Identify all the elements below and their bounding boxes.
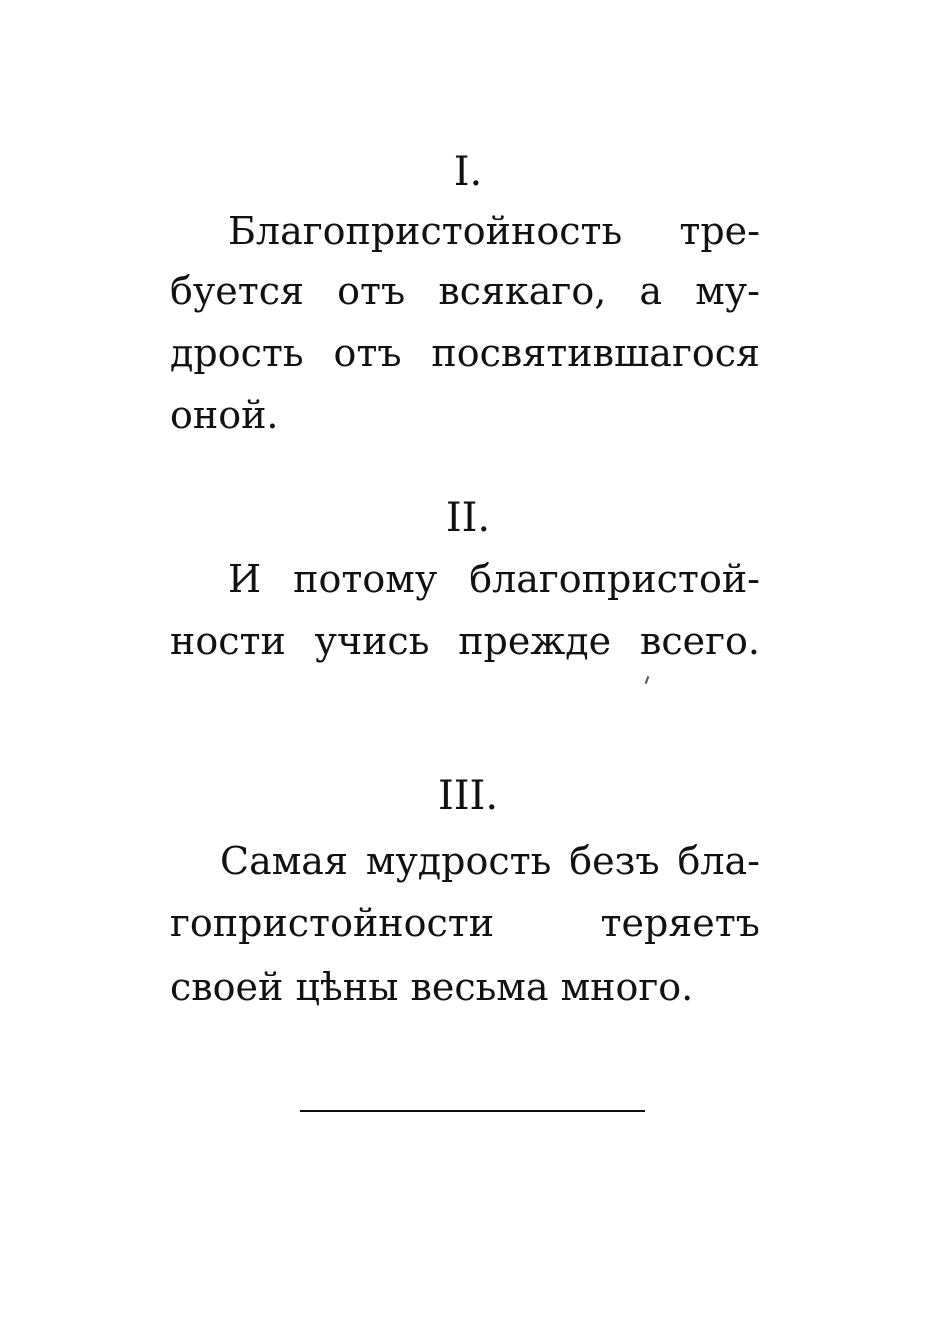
- section-numeral-2: II.: [445, 495, 491, 541]
- section-2-line-1: И потому благопристой-: [228, 557, 760, 601]
- section-3-line-2: гопристойности теряетъ: [170, 901, 760, 945]
- section-3-line-3: своей цѣны весьма много.: [170, 965, 694, 1009]
- section-2-line-2: ности учись прежде всего.: [170, 619, 760, 663]
- ink-speck: [645, 676, 650, 684]
- closing-rule: [300, 1110, 645, 1112]
- section-numeral-1: I.: [453, 149, 483, 195]
- section-numeral-3: III.: [437, 773, 499, 819]
- section-1-line-2: буется отъ всякаго, а му-: [170, 269, 760, 313]
- section-3-line-1: Самая мудрость безъ бла-: [220, 839, 760, 883]
- section-1-line-1: Благопристойность тре-: [228, 209, 760, 253]
- section-1-line-3: дрость отъ посвятившагося: [170, 331, 760, 375]
- section-1-line-4: оной.: [170, 393, 279, 437]
